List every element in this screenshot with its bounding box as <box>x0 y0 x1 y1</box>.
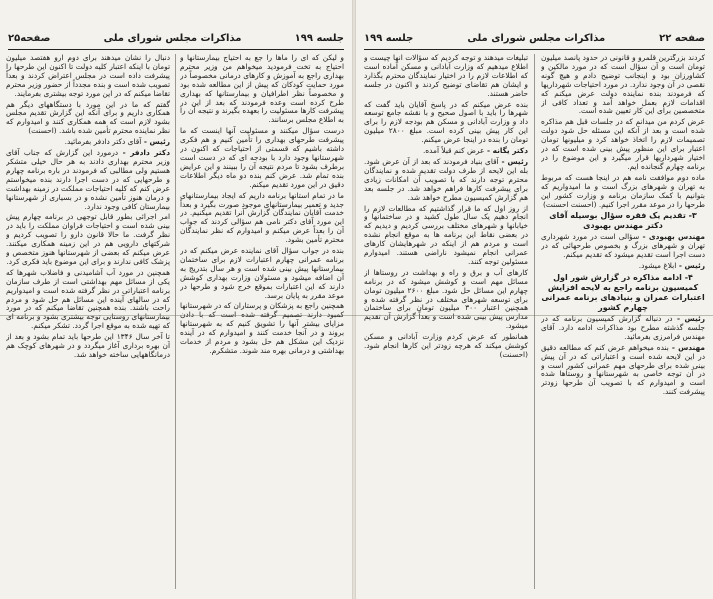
speaker-label: دکتر یگانه - <box>484 146 528 156</box>
paragraph <box>541 233 705 260</box>
paragraph <box>6 269 170 331</box>
paragraph <box>364 101 528 146</box>
right-page-session: جلسه ۱۹۹ <box>364 32 414 44</box>
speaker-label: مهندس بهبودی - <box>639 232 705 242</box>
paragraph-text: از روز اول که ما قرار گذاشتیم که مطالعات لازم را انجام دهیم یک سال طول کشید و در ساختمانها و خیابانها و شهرهای مختلف بررسی کردیم و دیدیم که در بعضی نقاط این برنامه ها به موقع انجام نشده است و مردم هم از اینکه در شهرهایشان کارهای عمرانی انجام نمیشود ناراضی هستند. امیدوارم مسئولین توجه کنند. <box>364 203 528 266</box>
left-page-session: جلسه ۱۹۹ <box>294 32 344 44</box>
paragraph <box>180 192 344 245</box>
paragraph <box>364 333 528 360</box>
paragraph-text: سؤالی است در مورد شهرداری تهران و شهرهای بزرگ و بخصوص طرحهائی که در دست اجرا است تقدیم میشود که تقدیم میکنم. <box>541 232 705 260</box>
right-page <box>356 0 713 599</box>
scan-fold-crease <box>0 315 713 316</box>
paragraph-text: عرض کردم من میدانم که در جلسات قبل هم مذاکره شده است و بعد از آنکه این مسئله حل شود دولت تصمیمات لازم را اتخاذ خواهد کرد و میلیونها تومان اعتبار برای این منظور پیش بینی شده است که در اختیار شهرداریها قرار میگیرد و این موضوع را در برنامه چهارم گنجانده ایم. <box>541 117 705 171</box>
speaker-label: رئیس - <box>676 261 705 271</box>
paragraph <box>541 118 705 171</box>
section-heading: ۴- ادامه مذاکره در گزارش شور اول کمیسیون برنامه راجع به لایحه افزایش اعتبارات عمران و بنیادهای برنامه عمرانی چهارم کشور <box>541 273 705 313</box>
left-page-column-divider <box>175 54 176 589</box>
paragraph <box>180 302 344 355</box>
paragraph-text: دنبال را نشان میدهند برای دوم ارو هفتصد میلیون تومان با اینکه اعتبار کلیه دولت تا اکنون این طرحها را پیشرفت داده است در مجلس اعتراض کردند و بعداً تصویب شده است و بنده مجدداً از حضور وزیر محترم تقاضا میکنم که در این مورد توجه بیشتری بفرمایند. <box>6 54 170 98</box>
paragraph-text: درمورد این گزارش که جناب آقای وزیر محترم بهداری دادند به هر حال خیلی متشکر هستیم ولی مطالبی که فرمودند در باره برنامه چهارم و طرحهایی که در دست اجرا دارند بنده میخواستم عرض کنم که کلیه احتیاجات مملکت در زمینه بهداشت و درمان هنوز تأمین نشده و در بسیاری از شهرستانها بیمارستان کافی وجود ندارد. <box>6 148 170 211</box>
paragraph <box>541 315 705 342</box>
paragraph-text: همچنین در مورد آب آشامیدنی و فاضلاب شهرها که یکی از مسائل مهم بهداشتی است از طرف سازمان برنامه اعتباراتی در نظر گرفته شده است و امیدواریم که در سالهای آینده این مسائل هم حل شود و مردم راحت باشند. بنده همچنین تقاضا میکنم که در مورد بیمارستانهای روستایی توجه بیشتری بشود و برنامه ای که تهیه شده به موقع اجرا گردد. تشکر میکنم. <box>6 267 170 331</box>
left-page-left-column <box>6 54 170 591</box>
speaker-label: رئیس - <box>141 137 170 147</box>
speaker-label: مهندس - <box>668 342 705 352</box>
paragraph <box>541 54 705 116</box>
right-page-running-title: مذاکرات مجلس شورای ملی <box>467 32 606 44</box>
paragraph-text: امر اجرائی بطور قابل توجهی در برنامه چهارم پیش بینی شده است و احتیاجات فراوان مملکت را باید در نظر گرفت. ما حالا قانون دارو را تصویب کردیم و شرکتهای دارویی هم در این زمینه همکاری میکنند. عرض میکنم که بعضی از شهرستانها هنوز متخصص و پزشک کافی ندارند و برای این موضوع باید فکری کرد. <box>6 212 170 266</box>
speaker-label: رئیس - <box>672 314 705 324</box>
paragraph-text: گفتم که ما در این مورد با دستگاههای دیگر هم همکاری داریم و برای آنکه این گزارش تقدیم مجلس بشود لازم است که همه همکاری کنند و امیدوارم که نظر نماینده محترم تأمین شده باشد. (احسنت) <box>6 99 170 136</box>
right-page-header <box>364 30 705 46</box>
paragraph-text: عرض کنم قبلاً آمده. <box>422 146 485 156</box>
paragraph-text: کارهای آب و برق و راه و بهداشت در روستاها از مسائل مهم است و کوشش میشود که در برنامه چهارم این مسائل حل شود. مبلغ ۲۶۰۰ میلیون تومان برای توسعه شهرهای مختلف در نظر گرفته شده و همچنین اعتبار ۳۰۰ میلیون تومان برای ساختمان مدارس پیش بینی شده است و بعداً گزارش آن تقدیم میشود. <box>364 267 528 331</box>
paragraph-text: ابلاغ میشود. <box>638 261 677 271</box>
left-page <box>0 0 352 599</box>
paragraph-text: بنده عرض میکنم که در پاسخ آقایان باید گفت که شهرها را باید با اصول صحیح و با نقشه جامع توسعه داد و وزارت آبادانی و مسکن هم بودجه لازم را برای این کار پیش بینی کرده است. مبلغ ۲۸۰۰ میلیون تومان را بنده در اینجا عرض میکنم. <box>364 99 528 145</box>
left-page-right-column <box>180 54 344 591</box>
paragraph-text: همچنین راجع به پزشکان و پرستاران که در شهرستانها کمبود دارند تصمیم گرفته شده است که با دادن مزایای بیشتر آنها را تشویق کنیم که به شهرستانها بروند و در آنجا خدمت کنند و امیدوارم که در آینده نزدیک این مشکل هم حل بشود و مردم از خدمات بهداشتی و درمانی بهره مند شوند. متشکرم. <box>180 301 344 355</box>
speaker-label: رئیس - <box>498 156 528 166</box>
paragraph-text: تا آخر سال ۱۳۴۶ این طرحها باید تمام بشود و بعد از آن بهره برداری آغاز میگردد و در شهرهای کوچک هم درمانگاههایی ساخته خواهد شد. <box>6 332 170 359</box>
paragraph-text: تبلیغات میدهند و توجه کردیم که سؤالات آنها چیست و اطلاع میدهیم که وزارت آبادانی و مسکن آماده است که اطلاعات لازم را در اختیار نمایندگان محترم بگذارد و ایشان هم تقاضای توضیح کردند و اکنون در جلسه حاضر هستند. <box>364 54 528 98</box>
paragraph <box>180 54 344 125</box>
right-page-header-rule <box>364 49 705 50</box>
paragraph-text: در دنباله گزارش کمیسیون برنامه که در جلسه گذشته مطرح بود مذاکرات ادامه دارد. آقای مهندس فرامرزی بفرمائید. <box>541 314 705 341</box>
paragraph <box>541 262 705 271</box>
paragraph <box>364 54 528 99</box>
right-page-number: صفحه ۲۲ <box>659 32 705 44</box>
paragraph <box>364 158 528 203</box>
right-page-right-column <box>541 54 705 591</box>
paragraph <box>6 149 170 211</box>
section-heading: ۳- تقدیم یک فقره سؤال بوسیله آقای دکتر مهندس بهبودی <box>549 211 697 231</box>
paragraph <box>180 127 344 189</box>
paragraph-text: ما در تمام استانها برنامه داریم که ایجاد بیمارستانهای جدید و تعمیر بیمارستانهای موجود صورت بگیرد و بعداً خدمت آقایان نمایندگان گزارش آنرا تقدیم میکنیم. در این مورد آقای دکتر نامی هم سؤالی کردند که جواب آن را بعداً عرض میکنم و امیدوارم که نظر نمایندگان محترم تأمین بشود. <box>180 190 344 245</box>
paragraph-text: بنده در جواب سؤال آقای نماینده عرض میکنم که در برنامه عمرانی چهارم اعتبارات لازم برای ساختمان بیمارستانها پیش بینی شده است و هر سال بتدریج به آن اضافه میشود و مسئولان وزارت بهداری کوشش دارند که این اعتبارات بموقع خرج شود و طرحها در موعد مقرر به پایان برسد. <box>180 246 344 300</box>
paragraph-text: بنده میخواهم عرض کنم که مطالعه دقیق در این لایحه شده است و اعتباراتی که در آن پیش بینی شده برای طرحهای مهم عمرانی کشور است و در آن توجه خاصی به شهرستانها و روستاها شده است و امیدوارم که با تصویب آن طرحها زودتر پیشرفت کنند. <box>541 342 705 397</box>
paragraph-text: آقای دکتر دادفر بفرمائید. <box>64 137 142 147</box>
paragraph-text: همانطور که عرض کردم وزارت آبادانی و مسکن کوشش میکند که هرچه زودتر این کارها انجام شود. (احسنت) <box>364 332 528 359</box>
paragraph-text: درست سؤال میکنند و مسئولیت آنها اینست که ما پیشرفت طرحهای بهداری را تأمین کنیم و هم فکری داشته باشیم که قسمتی از احتیاجات که اکنون در شهرستانها وجود دارد با بودجه ای که در دست است برطرف بشود تا مردم نتیجه آن را ببینند و این عرایض بنده تمام شد. عرض کنم بنده دو ماه دیگر اطلاعات دقیق در این مورد تقدیم میکنم. <box>180 126 344 189</box>
right-page-left-column <box>364 54 528 591</box>
paragraph <box>541 174 705 210</box>
paragraph <box>364 147 528 156</box>
paragraph-text: آقای بنیاد فرمودند که بعد از آن عرض شود. بله این لایحه از طرف دولت تقدیم شده و نمایندگان محترم توجه دارند که با تصویب آن امکانات زیادی برای پیشرفت کارها فراهم خواهد شد. در جلسه بعد هم گزارش کمیسیون مطرح خواهد شد. <box>364 156 528 202</box>
left-page-header <box>8 30 344 46</box>
right-page-column-divider <box>534 54 535 589</box>
paragraph <box>6 138 170 147</box>
left-page-number: صفحه۲۵ <box>8 32 51 44</box>
paragraph <box>180 247 344 300</box>
paragraph <box>364 205 528 267</box>
paragraph <box>6 54 170 99</box>
paragraph-text: ماده دوم موافقت نامه هم در اینجا هست که مربوط به تهران و شهرهای بزرگ است و ما امیدواریم که بتوانیم با کمک سازمان برنامه و وزارت کشور این طرحها را در موعد مقرر اجرا کنیم. (احسنت احسنت) <box>541 172 705 209</box>
speaker-label: دکتر دادفر - <box>118 148 170 158</box>
paragraph <box>6 333 170 360</box>
paragraph <box>364 269 528 331</box>
left-page-header-rule <box>8 49 344 50</box>
paragraph-text: و لیکن که ای را ماها را جع به احتیاج بیمارستانها و احتیاج به تخت فرمودید میخواهم من وزیر محترم بهداری راجع به آموزش و کارهای درمانی مخصوصاً در مورد حمایت کودکان که پیش از این مطالعه شده بود و مخصوصاً نظر اطرافیان و بیمارستانها که بهداری طرح کرده است وعده فرمودند که بعد از این در پیشرفت کارها مسئولیت را بعهده بگیرند و نتیجه آن را به اطلاع مجلس برسانند. <box>180 54 344 125</box>
paragraph-text: کردند بزرگترین قلمرو و قانونی در حدود پانصد میلیون تومان است و آن سؤال است که در مورد مالکین و کشاورزان بود و اینجانب توضیح دادم و هیچ گونه نقصی در آن وجود ندارد. در مورد احتیاجات شهرداریها که فرمودند بنده نماینده دولت عرض میکنم که اقدامات لازم بعمل خواهد آمد و تعداد کافی از متخصصین برای این کار تعیین شده است. <box>541 54 705 116</box>
left-page-running-title: مذاکرات مجلس شورای ملی <box>103 32 242 44</box>
paragraph <box>6 213 170 266</box>
paragraph <box>541 344 705 397</box>
paragraph <box>6 101 170 137</box>
